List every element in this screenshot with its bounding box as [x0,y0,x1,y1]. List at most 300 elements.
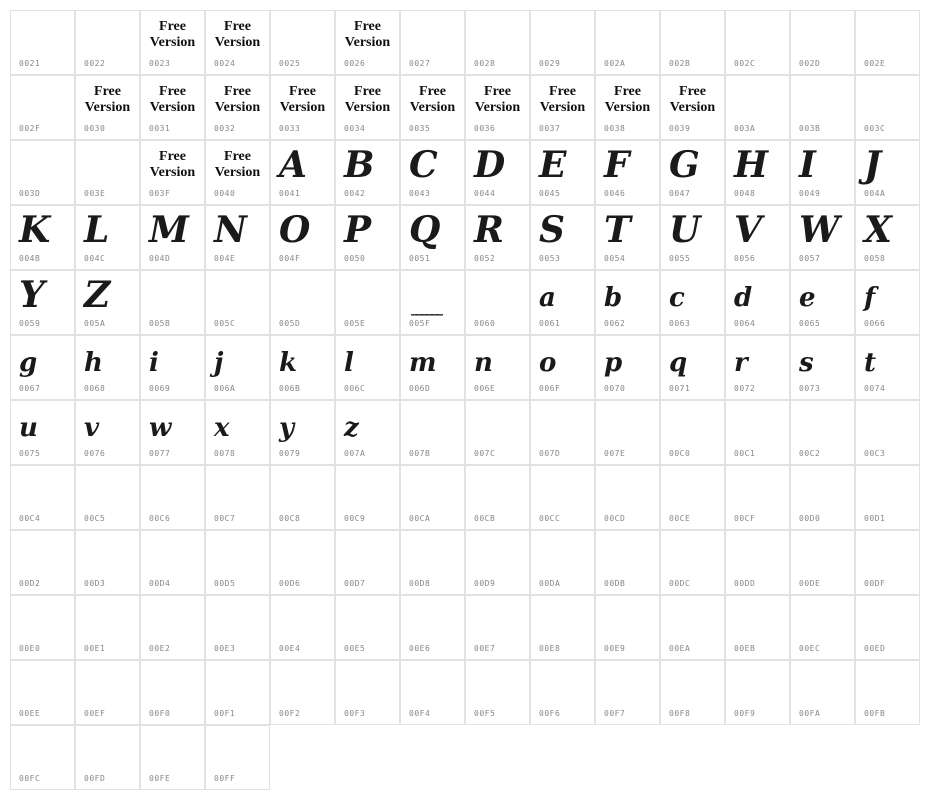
glyph-preview: p [604,348,623,378]
glyph-code: 00C8 [279,514,301,523]
glyph-code: 003D [19,189,41,198]
glyph-code: 0039 [669,124,691,133]
glyph-cell[interactable] [465,75,530,140]
glyph-cell[interactable] [205,400,270,465]
glyph-code: 00C3 [864,449,886,458]
glyph-cell[interactable] [465,205,530,270]
glyph-cell[interactable] [465,465,530,530]
glyph-cell[interactable] [205,465,270,530]
glyph-code: 0046 [604,189,626,198]
glyph-cell[interactable] [205,660,270,725]
glyph-cell[interactable] [660,465,725,530]
glyph-code: 00C5 [84,514,106,523]
glyph-cell[interactable] [140,205,205,270]
glyph-code: 005A [84,319,106,328]
glyph-code: 0066 [864,319,886,328]
glyph-code: 0073 [799,384,821,393]
glyph-code: 00CB [474,514,496,523]
glyph-cell[interactable] [400,270,465,335]
glyph-cell[interactable] [595,205,660,270]
glyph-code: 0063 [669,319,691,328]
free-version-label: Free Version [474,84,521,115]
glyph-cell[interactable] [75,400,140,465]
glyph-preview: O [279,209,311,251]
free-version-label: Free Version [539,84,586,115]
glyph-cell[interactable] [725,400,790,465]
glyph-cell[interactable] [270,10,335,75]
glyph-code: 006F [539,384,561,393]
glyph-cell[interactable] [595,400,660,465]
glyph-cell[interactable] [790,530,855,595]
glyph-cell[interactable] [140,75,205,140]
glyph-code: 005E [344,319,366,328]
free-version-label: Free Version [149,19,196,50]
glyph-cell[interactable] [10,725,75,790]
glyph-cell[interactable] [140,400,205,465]
glyph-cell[interactable] [140,335,205,400]
glyph-code: 005C [214,319,236,328]
glyph-code: 0059 [19,319,41,328]
glyph-cell[interactable] [140,725,205,790]
glyph-cell[interactable] [335,335,400,400]
glyph-cell[interactable] [10,595,75,660]
glyph-cell[interactable] [660,335,725,400]
free-version-label: Free Version [84,84,131,115]
glyph-code: 007A [344,449,366,458]
glyph-cell[interactable] [10,335,75,400]
glyph-code: 00CE [669,514,691,523]
glyph-cell[interactable] [10,465,75,530]
glyph-preview: E [539,144,567,186]
glyph-code: 00EE [19,709,41,718]
glyph-code: 00DA [539,579,561,588]
glyph-cell[interactable] [10,205,75,270]
glyph-preview: X [864,209,892,251]
glyph-cell[interactable] [530,10,595,75]
free-version-label: Free Version [214,149,261,180]
glyph-preview: U [669,209,701,251]
glyph-code: 004A [864,189,886,198]
glyph-cell[interactable] [75,10,140,75]
glyph-cell[interactable] [595,465,660,530]
glyph-cell[interactable] [595,530,660,595]
glyph-cell[interactable] [855,335,920,400]
glyph-cell[interactable] [400,75,465,140]
glyph-code: 0065 [799,319,821,328]
glyph-code: 00DE [799,579,821,588]
glyph-code: 00F4 [409,709,431,718]
glyph-cell[interactable] [660,140,725,205]
glyph-cell[interactable] [530,595,595,660]
glyph-cell[interactable] [660,530,725,595]
glyph-cell[interactable] [465,270,530,335]
glyph-cell[interactable] [530,465,595,530]
glyph-code: 00F3 [344,709,366,718]
glyph-code: 0034 [344,124,366,133]
glyph-code: 004D [149,254,171,263]
glyph-cell[interactable] [270,75,335,140]
glyph-cell[interactable] [725,335,790,400]
glyph-cell[interactable] [465,10,530,75]
glyph-cell[interactable] [790,660,855,725]
glyph-code: 0025 [279,59,301,68]
glyph-cell[interactable] [400,10,465,75]
glyph-code: 00FF [214,774,236,783]
glyph-preview: Q [409,209,441,251]
glyph-cell[interactable] [530,400,595,465]
glyph-cell[interactable] [75,270,140,335]
glyph-code: 00DC [669,579,691,588]
glyph-cell[interactable] [75,595,140,660]
glyph-cell[interactable] [530,270,595,335]
glyph-cell[interactable] [725,660,790,725]
glyph-code: 002C [734,59,756,68]
glyph-cell[interactable] [335,530,400,595]
glyph-code: 00E6 [409,644,431,653]
glyph-cell[interactable] [855,270,920,335]
glyph-preview: P [344,209,372,251]
glyph-cell[interactable] [10,660,75,725]
glyph-cell[interactable] [660,205,725,270]
glyph-cell[interactable] [595,335,660,400]
glyph-cell[interactable] [790,270,855,335]
glyph-cell[interactable] [205,595,270,660]
glyph-cell[interactable] [790,140,855,205]
glyph-cell[interactable] [10,400,75,465]
glyph-cell[interactable] [205,270,270,335]
glyph-cell[interactable] [725,205,790,270]
glyph-code: 00EA [669,644,691,653]
glyph-cell[interactable] [660,75,725,140]
glyph-cell[interactable] [855,75,920,140]
glyph-preview: a [539,283,556,313]
glyph-code: 00D1 [864,514,886,523]
glyph-cell[interactable] [10,530,75,595]
glyph-code: 002D [799,59,821,68]
glyph-cell[interactable] [790,335,855,400]
glyph-cell[interactable] [270,400,335,465]
glyph-cell[interactable] [790,465,855,530]
glyph-cell[interactable] [140,465,205,530]
glyph-code: 0032 [214,124,236,133]
glyph-cell[interactable] [725,530,790,595]
glyph-cell[interactable] [270,270,335,335]
glyph-cell[interactable] [335,75,400,140]
glyph-cell[interactable] [400,660,465,725]
glyph-code: 007E [604,449,626,458]
glyph-code: 0067 [19,384,41,393]
glyph-preview: w [149,413,172,443]
glyph-preview: ______ [411,300,441,316]
glyph-preview: Z [84,274,111,316]
glyph-code: 007D [539,449,561,458]
glyph-cell[interactable] [270,660,335,725]
glyph-cell[interactable] [660,660,725,725]
glyph-preview: f [864,283,876,313]
glyph-code: 0076 [84,449,106,458]
free-version-label: Free Version [604,84,651,115]
free-version-label: Free Version [149,149,196,180]
glyph-code: 00CD [604,514,626,523]
glyph-cell[interactable] [595,75,660,140]
glyph-code: 00D2 [19,579,41,588]
glyph-code: 0077 [149,449,171,458]
glyph-cell[interactable] [465,140,530,205]
glyph-code: 00F5 [474,709,496,718]
glyph-cell[interactable] [465,660,530,725]
free-version-label: Free Version [344,84,391,115]
glyph-code: 0042 [344,189,366,198]
glyph-cell[interactable] [465,530,530,595]
glyph-grid [10,10,920,790]
glyph-cell[interactable] [270,140,335,205]
glyph-cell[interactable] [335,660,400,725]
glyph-code: 00F7 [604,709,626,718]
glyph-cell[interactable] [335,140,400,205]
glyph-cell[interactable] [75,335,140,400]
glyph-cell[interactable] [530,140,595,205]
glyph-cell[interactable] [205,140,270,205]
glyph-cell[interactable] [75,205,140,270]
glyph-cell[interactable] [790,75,855,140]
glyph-cell[interactable] [465,335,530,400]
glyph-cell[interactable] [400,530,465,595]
glyph-cell[interactable] [140,660,205,725]
glyph-code: 00E9 [604,644,626,653]
glyph-cell[interactable] [75,725,140,790]
glyph-code: 00D0 [799,514,821,523]
glyph-preview: n [474,348,493,378]
glyph-cell[interactable] [205,10,270,75]
glyph-cell[interactable] [725,140,790,205]
glyph-code: 00E7 [474,644,496,653]
glyph-cell[interactable] [75,530,140,595]
glyph-cell[interactable] [400,465,465,530]
glyph-cell[interactable] [205,205,270,270]
glyph-cell[interactable] [205,75,270,140]
glyph-cell[interactable] [855,465,920,530]
glyph-cell[interactable] [790,10,855,75]
glyph-cell[interactable] [400,205,465,270]
glyph-code: 0061 [539,319,561,328]
glyph-code: 00E4 [279,644,301,653]
glyph-code: 00F0 [149,709,171,718]
glyph-cell[interactable] [75,140,140,205]
glyph-cell[interactable] [465,400,530,465]
glyph-code: 00CC [539,514,561,523]
glyph-cell[interactable] [725,75,790,140]
glyph-cell[interactable] [270,465,335,530]
glyph-cell[interactable] [205,530,270,595]
glyph-preview: j [214,348,224,378]
free-version-label: Free Version [149,84,196,115]
glyph-code: 004B [19,254,41,263]
free-version-label: Free Version [214,84,261,115]
glyph-code: 00F6 [539,709,561,718]
glyph-code: 004E [214,254,236,263]
glyph-cell[interactable] [855,400,920,465]
glyph-cell[interactable] [465,595,530,660]
glyph-cell[interactable] [140,530,205,595]
glyph-preview: J [864,144,882,186]
glyph-cell[interactable] [205,335,270,400]
glyph-cell[interactable] [530,75,595,140]
glyph-code: 0030 [84,124,106,133]
glyph-code: 007C [474,449,496,458]
glyph-code: 00DD [734,579,756,588]
glyph-cell[interactable] [335,270,400,335]
glyph-cell[interactable] [595,140,660,205]
glyph-cell[interactable] [660,400,725,465]
glyph-code: 0056 [734,254,756,263]
glyph-code: 0035 [409,124,431,133]
glyph-preview: s [799,348,814,378]
glyph-cell[interactable] [790,595,855,660]
glyph-code: 0022 [84,59,106,68]
glyph-cell[interactable] [75,465,140,530]
glyph-preview: x [214,413,230,443]
free-version-label: Free Version [669,84,716,115]
glyph-cell[interactable] [335,465,400,530]
glyph-cell[interactable] [855,530,920,595]
glyph-cell[interactable] [335,10,400,75]
glyph-preview: M [149,209,189,251]
glyph-code: 00DF [864,579,886,588]
glyph-preview: t [864,348,877,378]
glyph-code: 00EC [799,644,821,653]
glyph-cell[interactable] [205,725,270,790]
glyph-code: 0031 [149,124,171,133]
glyph-preview: G [669,144,700,186]
glyph-code: 0028 [474,59,496,68]
glyph-cell[interactable] [855,595,920,660]
glyph-cell[interactable] [400,335,465,400]
glyph-cell[interactable] [855,140,920,205]
glyph-code: 003A [734,124,756,133]
glyph-cell[interactable] [75,660,140,725]
glyph-cell[interactable] [530,205,595,270]
glyph-cell[interactable] [270,530,335,595]
glyph-preview: l [344,348,354,378]
glyph-cell[interactable] [140,140,205,205]
glyph-cell[interactable] [270,335,335,400]
glyph-cell[interactable] [335,400,400,465]
glyph-cell[interactable] [725,595,790,660]
glyph-code: 0040 [214,189,236,198]
glyph-code: 0033 [279,124,301,133]
glyph-cell[interactable] [75,75,140,140]
glyph-code: 00FB [864,709,886,718]
glyph-cell[interactable] [725,270,790,335]
glyph-code: 003B [799,124,821,133]
glyph-code: 00C0 [669,449,691,458]
glyph-code: 0049 [799,189,821,198]
glyph-preview: R [474,209,504,251]
glyph-preview: u [19,413,38,443]
glyph-code: 00E1 [84,644,106,653]
glyph-cell[interactable] [790,400,855,465]
glyph-preview: e [799,283,816,313]
glyph-code: 0041 [279,189,301,198]
glyph-code: 002A [604,59,626,68]
glyph-cell[interactable] [725,465,790,530]
glyph-cell[interactable] [270,595,335,660]
glyph-code: 00FD [84,774,106,783]
glyph-code: 00CA [409,514,431,523]
glyph-preview: I [799,144,816,186]
glyph-code: 006B [279,384,301,393]
glyph-code: 004F [279,254,301,263]
glyph-cell[interactable] [660,10,725,75]
glyph-cell[interactable] [595,595,660,660]
glyph-code: 0078 [214,449,236,458]
glyph-code: 0047 [669,189,691,198]
glyph-cell[interactable] [595,10,660,75]
glyph-cell[interactable] [595,660,660,725]
glyph-preview: F [604,144,630,186]
glyph-code: 00D9 [474,579,496,588]
glyph-code: 00E8 [539,644,561,653]
glyph-cell[interactable] [725,10,790,75]
glyph-cell[interactable] [10,10,75,75]
glyph-cell[interactable] [10,140,75,205]
glyph-cell[interactable] [855,205,920,270]
glyph-code: 0044 [474,189,496,198]
glyph-code: 00E5 [344,644,366,653]
glyph-cell[interactable] [790,205,855,270]
glyph-cell[interactable] [595,270,660,335]
glyph-code: 00C9 [344,514,366,523]
glyph-cell[interactable] [530,660,595,725]
glyph-preview: q [669,348,688,378]
glyph-code: 00F1 [214,709,236,718]
glyph-preview: V [734,209,762,251]
glyph-cell[interactable] [335,595,400,660]
glyph-cell[interactable] [855,10,920,75]
glyph-code: 00D4 [149,579,171,588]
glyph-preview: c [669,283,685,313]
glyph-code: 0024 [214,59,236,68]
glyph-cell[interactable] [855,660,920,725]
glyph-cell[interactable] [335,205,400,270]
glyph-preview: m [409,348,437,378]
glyph-cell[interactable] [530,335,595,400]
glyph-cell[interactable] [530,530,595,595]
glyph-cell[interactable] [660,270,725,335]
glyph-cell[interactable] [140,595,205,660]
glyph-cell[interactable] [660,595,725,660]
glyph-code: 006C [344,384,366,393]
glyph-cell[interactable] [400,595,465,660]
glyph-code: 003E [84,189,106,198]
glyph-preview: N [214,209,247,251]
glyph-cell[interactable] [10,75,75,140]
free-version-label: Free Version [214,19,261,50]
glyph-preview: v [84,413,100,443]
glyph-cell[interactable] [10,270,75,335]
glyph-cell[interactable] [270,205,335,270]
glyph-cell[interactable] [140,10,205,75]
glyph-cell[interactable] [400,140,465,205]
glyph-preview: b [604,283,623,313]
glyph-cell[interactable] [140,270,205,335]
glyph-code: 00C7 [214,514,236,523]
glyph-preview: k [279,348,298,378]
glyph-code: 00C4 [19,514,41,523]
glyph-code: 004C [84,254,106,263]
glyph-cell[interactable] [400,400,465,465]
glyph-code: 00ED [864,644,886,653]
